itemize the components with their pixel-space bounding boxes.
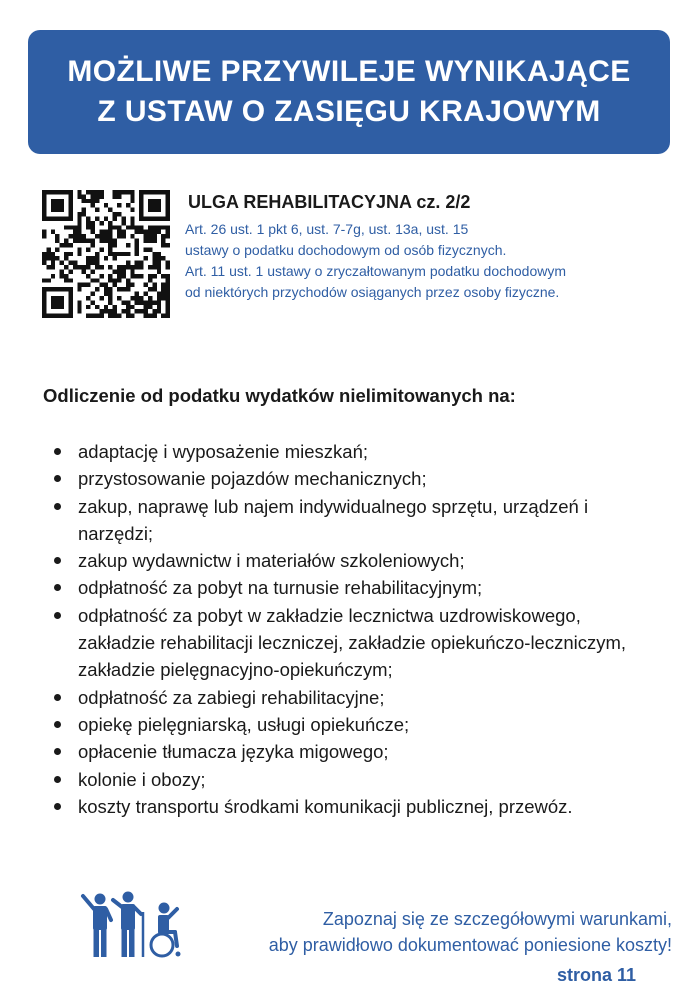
bullet-icon <box>54 612 61 619</box>
list-item-text: odpłatność za zabiegi rehabilitacyjne; <box>78 686 385 708</box>
list-item <box>48 711 660 738</box>
legal-reference-line: od niektórych przychodów osiąganych przez osoby fizyczne. <box>185 284 560 300</box>
bullet-icon <box>54 584 61 591</box>
legal-reference-line: ustawy o podatku dochodowym od osób fizycznych. <box>185 242 507 258</box>
bullet-icon <box>54 776 61 783</box>
qr-code-icon <box>42 190 170 318</box>
deduction-list <box>48 438 660 820</box>
footer-note <box>269 906 672 958</box>
list-item-text: kolonie i obozy; <box>78 768 206 790</box>
list-item <box>48 602 660 684</box>
list-item <box>48 465 660 492</box>
list-item <box>48 793 660 820</box>
banner-title-line-2: Z USTAW O ZASIĘGU KRAJOWYM <box>97 95 601 128</box>
list-item-text: adaptację i wyposażenie mieszkań; <box>78 441 368 462</box>
page-number: strona 11 <box>556 965 636 985</box>
bullet-icon <box>54 694 61 701</box>
list-item <box>48 684 660 711</box>
footer-note-line-1: Zapoznaj się ze szczegółowymi warunkami, <box>322 909 672 929</box>
list-item-text: odpłatność za pobyt na turnusie rehabilitacyjnym; <box>78 577 483 599</box>
banner-title-line-1: MOŻLIWE PRZYWILEJE WYNIKAJĄCE <box>67 55 631 88</box>
relief-title: ULGA REHABILITACYJNA cz. 2/2 <box>188 192 471 212</box>
bullet-icon <box>54 503 61 510</box>
list-item-text: odpłatność za pobyt w zakładzie lecznictwa uzdrowiskowego, zakładzie rehabilitacji leczniczej, zakładzie opiekuńczo-leczniczym, zakładzie pielęgnacyjno-opiekuńczym; <box>78 604 627 681</box>
list-item <box>48 574 660 601</box>
bullet-icon <box>54 557 61 564</box>
list-item <box>48 438 660 465</box>
bullet-icon <box>54 803 61 810</box>
list-item-text: opiekę pielęgniarską, usługi opiekuńcze; <box>78 713 410 735</box>
list-item <box>48 547 660 574</box>
bullet-icon <box>54 448 61 455</box>
list-item-text: zakup, naprawę lub najem indywidualnego sprzętu, urządzeń i narzędzi; <box>78 495 589 544</box>
title-banner <box>28 30 670 154</box>
bullet-icon <box>54 475 61 482</box>
deduction-heading: Odliczenie od podatku wydatków nielimitowanych na: <box>43 385 516 406</box>
bullet-icon <box>54 721 61 728</box>
bullet-icon <box>54 748 61 755</box>
list-item-text: przystosowanie pojazdów mechanicznych; <box>78 468 427 490</box>
people-with-disabilities-icon <box>78 890 188 960</box>
relief-info <box>185 192 665 303</box>
list-item-text: koszty transportu środkami komunikacji publicznej, przewóz. <box>78 795 573 817</box>
list-item <box>48 493 660 548</box>
list-item <box>48 766 660 793</box>
legal-reference-line: Art. 26 ust. 1 pkt 6, ust. 7-7g, ust. 13a, ust. 15 <box>185 221 469 237</box>
list-item-text: zakup wydawnictw i materiałów szkoleniowych; <box>78 550 465 572</box>
list-item-text: opłacenie tłumacza języka migowego; <box>78 741 389 763</box>
footer-note-line-2: aby prawidłowo dokumentować poniesione koszty! <box>268 935 672 955</box>
list-item <box>48 738 660 765</box>
legal-reference-line: Art. 11 ust. 1 ustawy o zryczałtowanym podatku dochodowym <box>185 263 567 279</box>
